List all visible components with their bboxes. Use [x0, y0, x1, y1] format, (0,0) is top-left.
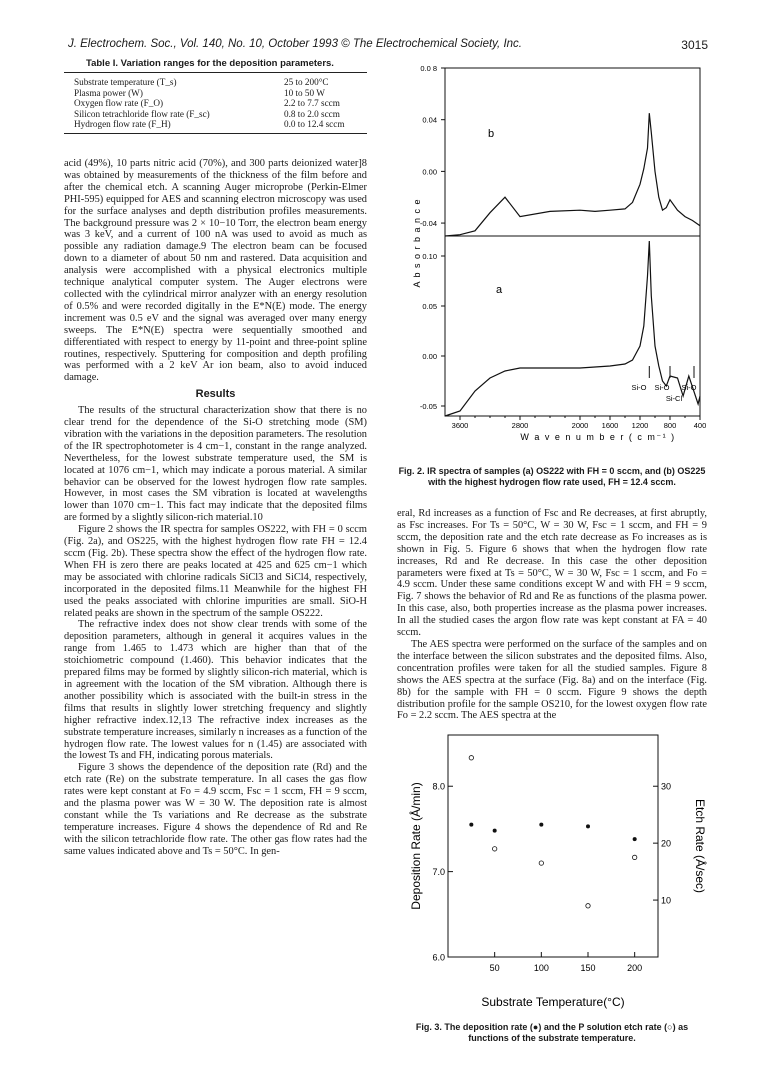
table-title: Table I. Variation ranges for the deposition parameters. — [86, 58, 334, 69]
y-axis-label-right: Etch Rate (Å/sec) — [693, 798, 707, 894]
figure-3-caption: Fig. 3. The deposition rate (●) and the P solution etch rate (○) as functions of the substrate temperature. — [415, 1022, 689, 1043]
paragraph: acid (49%), 10 parts nitric acid (70%), and 300 parts deionized water]8 was obtained by measurements of the thickness of the film before and after the chemical etch. A scanning Auger microprobe (Perkin-Elmer PHI-595) equipped for AES and scanning electron microscopy was used for the surface analyses and depth distribution profiles measurements. The background pressure was 2 × 10−10 Torr, the electron beam energy was 3 keV, and a current of 100 nA was used to avoid as much as possible any radiation damage.9 The electron beam can be focused down to a diameter of about 50 nm and rastered. Data acquisition and analysis were accomplished with a physical electronics multiple technique analytical computer system. The Auger electrons were collected with the cylindrical mirror analyzer with an energy resolution of 0.5% and were recorded digitally in the E*N(E) mode. The energy increment was 0.5 eV and the signal was averaged over many energy sweeps. The E*N(E) spectra were sequentially smoothed and differentiated with respect to energy by 11-point and three-point spline routines, respectively. Sputtering for composition and depth profiling was performed with a 2 keV Ar ion beam, also to avoid induced damage. — [64, 158, 367, 384]
axis-ticks — [432, 782, 671, 973]
table-cell-value: 0.0 to 12.4 sccm — [284, 119, 345, 129]
figure-2-ir-spectra — [398, 58, 710, 456]
figure-2-caption: Fig. 2. IR spectra of samples (a) OS222 with FH = 0 sccm, and (b) OS225 with the highest hydrogen flow rate used, FH = 12.4 sccm. — [398, 466, 706, 487]
y2-tick-label: 10 — [661, 895, 672, 906]
y2-tick-label: 20 — [661, 838, 672, 849]
table-cell-parameter: Oxygen flow rate (F_O) — [74, 98, 164, 108]
peak-label: Si-O — [654, 383, 670, 392]
etch-point — [586, 904, 590, 908]
y-tick-label: 0.00 — [422, 352, 437, 361]
figure-3-rate-vs-temperature — [398, 725, 710, 1017]
paragraph: The AES spectra were performed on the surface of the samples and on the interface between the silicon substrates and the deposited films. Also, concentration profiles were taken for all the studied samples. Figure 8 shows the AES spectra at the surface (Fig. 8a) and on the interface (Fig. 8b) for the sample with FH = 0 sccm. Figure 9 shows the depth distribution profile for the sample OS210, for the lowest oxygen flow rate Fo = 2.2 sccm. The AES spectra at the — [397, 638, 707, 722]
table-cell-parameter: Substrate temperature (T_s) — [74, 77, 177, 87]
x-tick-label: 200 — [627, 963, 643, 973]
peak-label: Si-Cl — [665, 394, 683, 403]
x-tick-label: 100 — [533, 963, 549, 973]
table-cell-value: 25 to 200°C — [284, 77, 329, 87]
x-axis-label: Substrate Temperature(°C) — [481, 995, 625, 1009]
section-heading: Results — [195, 388, 236, 401]
table-cell-parameter: Plasma power (W) — [74, 87, 143, 98]
table-row — [64, 109, 367, 120]
plot-frame — [445, 68, 700, 416]
etch-point — [469, 756, 473, 760]
x-tick-label: 1200 — [631, 421, 649, 430]
plot-frame — [448, 735, 658, 957]
y-tick-label: 8.0 — [432, 781, 445, 792]
y-tick-label: 7.0 — [432, 867, 445, 878]
deposition-point — [633, 837, 637, 841]
table-row — [64, 77, 367, 88]
deposition-point — [586, 824, 590, 828]
table-row — [64, 119, 367, 130]
x-tick-label: 50 — [489, 963, 500, 973]
panel-a-label: a — [496, 284, 503, 296]
x-tick-label: 3600 — [451, 421, 469, 430]
x-tick-label: 150 — [580, 963, 596, 973]
y-tick-label: 6.0 — [432, 952, 445, 963]
table-cell-value: 10 to 50 W — [284, 87, 325, 98]
table-cell-value: 2.2 to 7.7 sccm — [284, 98, 340, 108]
axis-ticks — [420, 64, 706, 430]
paragraph: eral, Rd increases as a function of Fsc and Re decreases, at first abruptly, as Fsc increases. For Ts = 50°C, W = 30 W, Fsc = 1 sccm, and FH = 9 sccm, the deposition rate and the etch rate decrease as Fo increases as is shown in Fig. 5. Figure 6 shows that when the hydrogen flow rate increases, Rd and Re decrease. In this case the other deposition parameters were fixed at Ts = 50°C, W = 30 W, Fsc = 1 sccm, and Fo = 4.9 sccm. Under these same conditions except W and with FH = 9 sccm, Fig. 7 shows the behavior of Rd and Re as functions of the plasma power. In this case, also, both properties increase as the plasma power increases. In all the studied cases the argon flow rate was kept constant at FA = 40 sccm. — [397, 508, 707, 639]
y-axis-label-left: Deposition Rate (Å/min) — [409, 782, 423, 910]
table-row — [64, 88, 367, 99]
panel-b-label: b — [488, 128, 495, 140]
y-axis-label: A b s o r b a n c e — [412, 198, 422, 288]
x-tick-label: 400 — [693, 421, 707, 430]
paragraph: Figure 2 shows the IR spectra for samples OS222, with FH = 0 sccm (Fig. 2a), and OS225, with the highest hydrogen flow rate FH = 12.4 sccm (Fig. 2b). These spectra show the effect of the hydrogen flow rate. When FH is zero there are peaks located at 425 and 625 cm−1 which may be associated with chlorine radicals SiCl3 and SiCl4, respectively, incorporated in the deposited films.11 Meanwhile for the highest FH used the peaks associated with chlorine impurities are small. SiO-H related peaks are shown in the spectrum of the sample OS222. — [64, 524, 367, 619]
x-tick-label: 2800 — [511, 421, 529, 430]
deposition-point — [493, 829, 497, 833]
y-tick-label: -0.04 — [419, 219, 437, 229]
table-cell-parameter: Silicon tetrachloride flow rate (F_sc) — [74, 108, 210, 119]
etch-point — [492, 847, 496, 851]
y-tick-label: 0.00 — [422, 167, 437, 177]
x-tick-label: 1600 — [601, 421, 619, 430]
paragraph: The refractive index does not show clear trends with some of the deposition parameters, although in general it acquires values in the range from 1.465 to 1.473 which are higher than that of the stoichiometric compound (1.460). This behavior indicates that the prepared films may be formed by slightly silicon-rich material, which is in agreement with the location of the SM vibration. Although there is another possibility which is associated with the built-in stress in the films that results in slightly lower stretching frequency and slightly higher refractive index.12,13 The refractive index increases as the substrate temperature increases, similarly n increases as a function of the hydrogen flow rate. The lowest values for n (1.45) are associated with the lowest Ts and FH, indicating porous materials. — [64, 619, 367, 762]
paragraph: Figure 3 shows the dependence of the deposition rate (Rd) and the etch rate (Re) on the substrate temperature. In all cases the gas flow rates were kept constant at Fo = 4.9 sccm, Fsc = 1 sccm, FH = 9 sccm, and the plasma power was W = 30 W. The deposition rate is almost constant while the Ts variations and Re decrease as the substrate temperature increases. Figure 4 shows the dependence of Rd and Re with the silicon tetrachloride flow rate. The other gas flow rates had the same values indicated above and Ts = 50°C. In gen- — [64, 762, 367, 857]
journal-citation: J. Electrochem. Soc., Vol. 140, No. 10, October 1993 © The Electrochemical Society, Inc. — [68, 38, 522, 50]
table-cell-parameter: Hydrogen flow rate (F_H) — [74, 119, 171, 129]
y-tick-label: 0.04 — [422, 115, 437, 125]
peak-markers — [632, 366, 697, 403]
deposition-point — [469, 823, 473, 827]
etch-point — [539, 861, 543, 865]
left-column — [64, 158, 367, 858]
table-row — [64, 98, 367, 109]
paragraph: The results of the structural characterization show that there is no clear trend for the dependence of the Si-O stretching mode (SM) vibration with the variations in the deposition parameters. The resolution of the IR spectrophotometer is 4 cm−1, constant in the range analyzed. Nevertheless, for the lowest substrate temperature used, the SM is located at 1076 cm−1, which may indicate a porous material. A similar behavior can be observed for the lowest hydrogen flow rate samples. However, in most cases the SM vibration is located at wavelengths lower than 1070 cm−1. This fact may indicate that the deposited films are formed by a slightly silicon-rich material.10 — [64, 405, 367, 524]
etch-point — [632, 855, 636, 859]
x-axis-label: W a v e n u m b e r ( c m⁻¹ ) — [520, 432, 676, 442]
y-tick-label: -0.05 — [419, 402, 437, 411]
data-points — [469, 756, 637, 908]
parameter-table — [64, 72, 367, 134]
y-tick-label: 0.10 — [422, 252, 437, 261]
x-tick-label: 2000 — [571, 421, 589, 430]
right-column — [397, 508, 707, 722]
peak-label: Si-O — [681, 383, 697, 392]
y-tick-label: 0.0 8 — [420, 64, 437, 73]
spectrum-b — [445, 113, 700, 236]
y-tick-label: 0.05 — [422, 302, 437, 311]
page-number: 3015 — [681, 38, 708, 52]
y2-tick-label: 30 — [661, 781, 672, 792]
x-tick-label: 800 — [663, 421, 677, 430]
table-cell-value: 0.8 to 2.0 sccm — [284, 108, 340, 119]
peak-label: Si-O — [631, 383, 647, 392]
deposition-point — [539, 823, 543, 827]
